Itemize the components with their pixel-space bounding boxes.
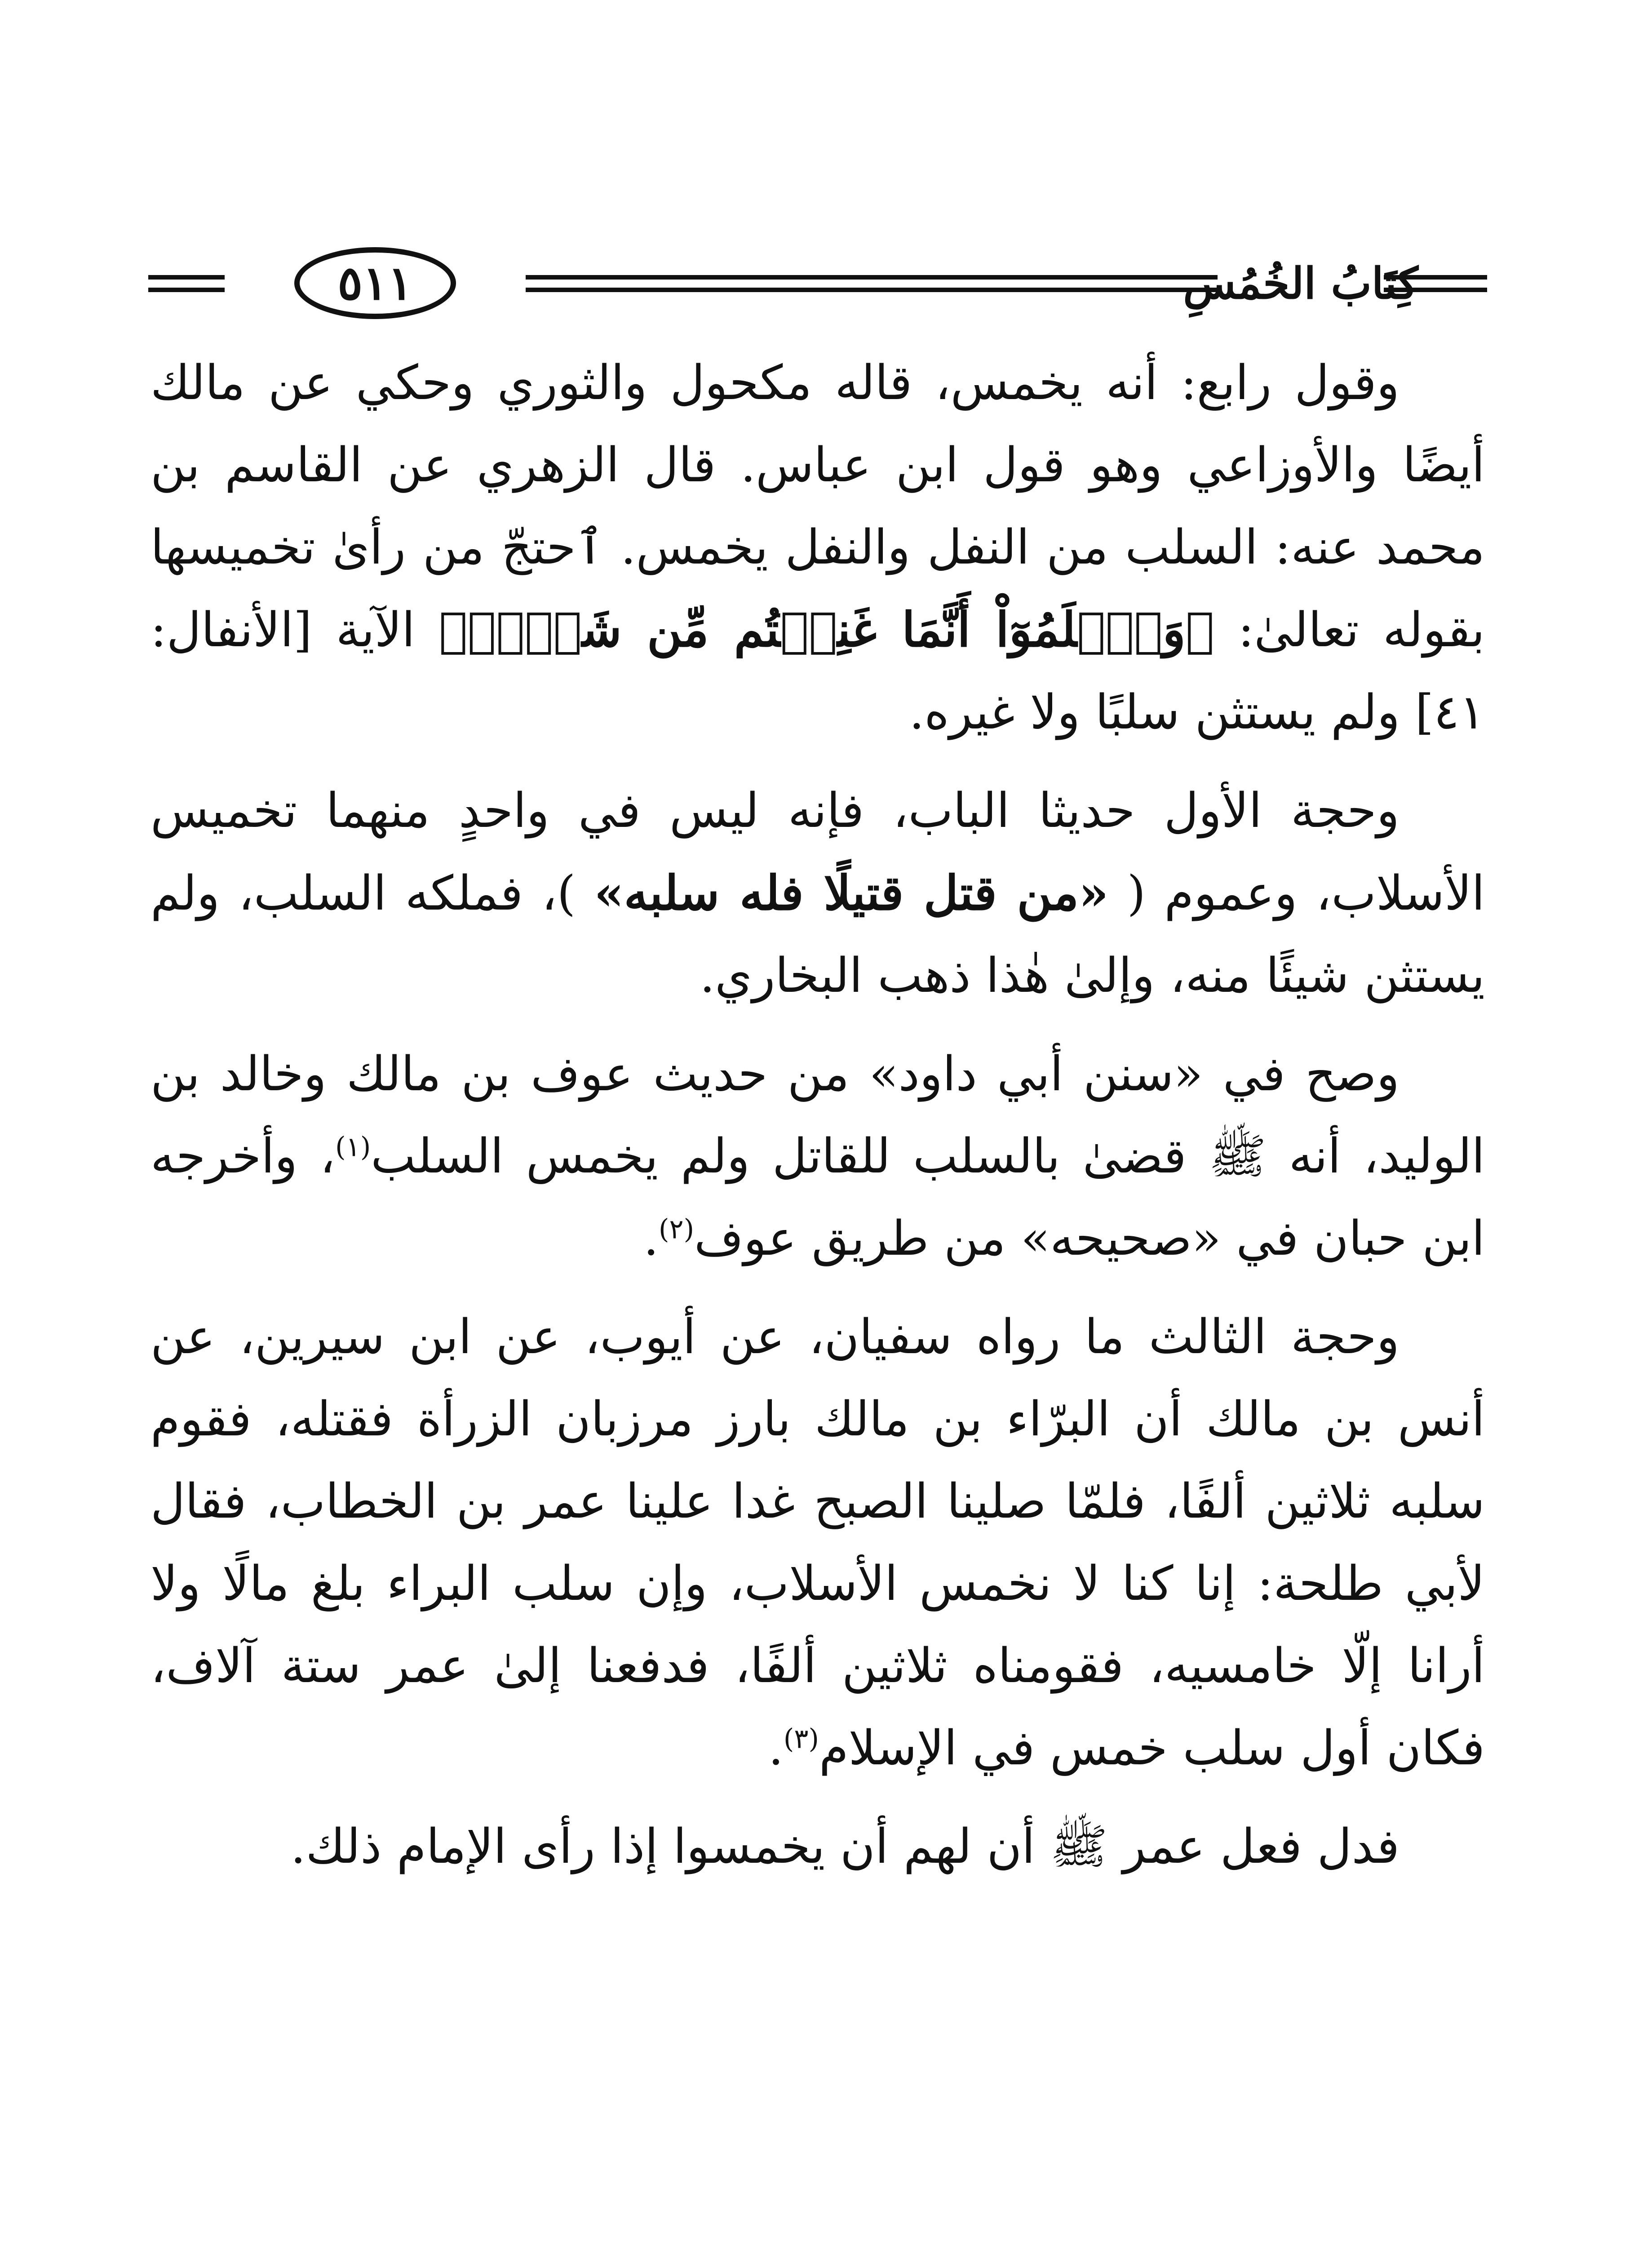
footnote-ref[interactable]: (٢)	[658, 1213, 695, 1245]
book-title: كِتَابُ الخُمُسِ	[1183, 258, 1418, 309]
main-text	[151, 342, 1485, 1959]
header-rule	[1384, 275, 1487, 280]
paragraph-4	[151, 1296, 1485, 1789]
quran-verse: ﴿وَٱعۡلَمُوٓاْ أَنَّمَا غَنِمۡتُم مِّن شَيۡءٖ﴾	[438, 601, 1214, 657]
running-header	[148, 243, 1487, 324]
text-run: وحجة الثالث ما رواه سفيان، عن أيوب، عن ابن سيرين، عن أنس بن مالك أن البرّاء بن مالك بارز مرزبان الزرأة فقتله، فقوم سلبه ثلاثين ألفًا، فلمّا صلينا الصبح غدا علينا عمر بن الخطاب، فقال لأبي طلحة: إنا كنا لا نخمس الأسلاب، وإن سلب البراء بلغ مالًا ولا أرانا إلّا خامسيه، فقومناه ثلاثين ألفًا، فدفعنا إلىٰ عمر ستة آلاف، فكان أول سلب خمس في الإسلام	[151, 1309, 1485, 1776]
text-run: )، فملكه السلب، ولم يستثن شيئًا منه، وإلىٰ هٰذا ذهب البخاري.	[151, 866, 1485, 1003]
header-rule	[148, 288, 225, 292]
footnote-ref[interactable]: (٣)	[783, 1723, 819, 1755]
text-run: .	[768, 1720, 784, 1776]
text-run: وصح في «سنن أبي داود» من حديث عوف بن مالك وخالد بن الوليد، أنه ﷺ قضىٰ بالسلب للقاتل ولم يخمس السلب	[151, 1046, 1485, 1184]
page-number-badge	[225, 243, 526, 324]
text-run: الآية [الأنفال: ٤١] ولم يستثن سلبًا ولا غيره.	[151, 602, 1485, 740]
text-run: ، وأخرجه ابن حبان في «صحيحه» من طريق عوف	[151, 1128, 1485, 1266]
header-rule	[1384, 288, 1487, 292]
text-run: فدل فعل عمر ﷺ أن لهم أن يخمسوا إذا رأى الإمام ذلك.	[290, 1819, 1400, 1874]
paragraph-3	[151, 1033, 1485, 1279]
text-run: .	[643, 1211, 659, 1266]
header-rule	[148, 275, 225, 280]
paragraph-5	[151, 1805, 1485, 1887]
page-number: ٥١١	[337, 255, 413, 311]
paragraph-1	[151, 342, 1485, 753]
header-rule	[526, 288, 1218, 292]
text-run: وقول رابع: أنه يخمس، قاله مكحول والثوري وحكي عن مالك أيضًا والأوزاعي وهو قول ابن عباس. قال الزهري عن القاسم بن محمد عنه: السلب من النفل والنفل يخمس. ٱحتجّ من رأىٰ تخميسها بقوله تعالىٰ:	[151, 355, 1485, 657]
header-rule	[526, 275, 1218, 280]
hadith-quote: «من قتل قتيلًا فله سلبه»	[594, 865, 1109, 921]
footnote-ref[interactable]: (١)	[335, 1131, 371, 1163]
text-run: وحجة الأول حديثا الباب، فإنه ليس في واحدٍ منهما تخميس الأسلاب، وعموم (	[151, 783, 1485, 921]
page-number-frame	[294, 247, 456, 319]
paragraph-2	[151, 769, 1485, 1017]
